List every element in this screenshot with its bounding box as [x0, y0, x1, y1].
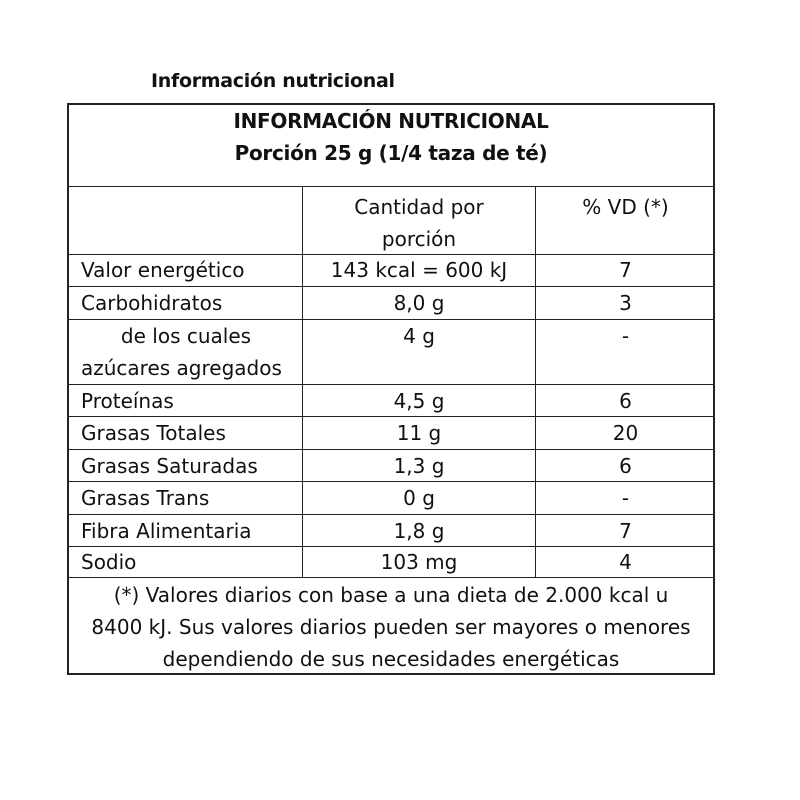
footnote-line1: (*) Valores diarios con base a una dieta de 2.000 kcal u: [113, 583, 669, 607]
row-dv: 6: [619, 454, 632, 478]
footnote-line2: 8400 kJ. Sus valores diarios pueden ser mayores o menores: [91, 615, 691, 639]
row-label: Carbohidratos: [81, 291, 223, 315]
row-amount: 1,8 g: [393, 519, 445, 543]
row-dv: 7: [619, 519, 632, 543]
row-dv: -: [621, 486, 630, 510]
nutrition-table: [67, 103, 715, 675]
row-label: Proteínas: [81, 389, 174, 413]
row-label: Sodio: [81, 550, 137, 574]
row-amount: 4,5 g: [393, 389, 445, 413]
row-amount: 4 g: [403, 324, 435, 348]
footnote-line3: dependiendo de sus necesidades energéticas: [162, 647, 620, 671]
row-label: Grasas Trans: [81, 486, 210, 510]
portion-label: Porción 25 g (1/4 taza de té): [234, 141, 548, 165]
row-label-line1: de los cuales: [120, 324, 252, 348]
row-amount: 0 g: [403, 486, 435, 510]
amount-header-line2: porción: [381, 227, 457, 251]
row-dv: 6: [619, 389, 632, 413]
row-label: Fibra Alimentaria: [81, 519, 252, 543]
row-dv: 3: [619, 291, 632, 315]
row-dv: 4: [619, 550, 632, 574]
amount-header-line1: Cantidad por: [354, 195, 484, 219]
row-amount: 143 kcal = 600 kJ: [330, 258, 508, 282]
row-amount: 103 mg: [380, 550, 458, 574]
divider: [69, 186, 713, 187]
row-dv: 20: [612, 421, 639, 445]
row-amount: 11 g: [396, 421, 442, 445]
row-dv: 7: [619, 258, 632, 282]
row-label: Grasas Saturadas: [81, 454, 258, 478]
footnote: [75, 579, 707, 675]
caption-title: Información nutricional: [151, 70, 395, 92]
row-label: Grasas Totales: [81, 421, 226, 445]
row-label: Valor energético: [81, 258, 245, 282]
row-amount: 1,3 g: [393, 454, 445, 478]
row-label-line2: azúcares agregados: [81, 356, 282, 380]
row-dv: -: [621, 324, 630, 348]
table-title: INFORMACIÓN NUTRICIONAL: [233, 109, 549, 133]
row-amount: 8,0 g: [393, 291, 445, 315]
dv-header: % VD (*): [582, 195, 669, 219]
